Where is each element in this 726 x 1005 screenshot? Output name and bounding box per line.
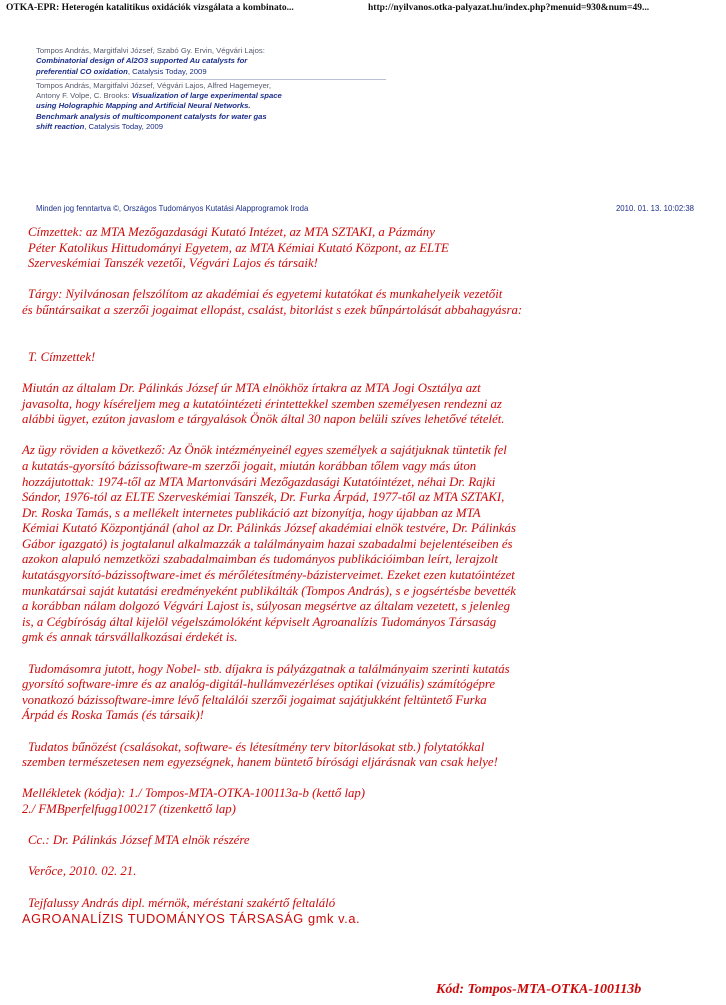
paragraph-line: Árpád és Roska Tamás (és társaik)! — [22, 708, 204, 723]
paragraph-line: Sándor, 1976-tól az ELTE Szerveskémiai Tanszék, Dr. Furka Árpád, 1977-től az MTA SZTAKI, — [22, 490, 505, 505]
recipients-line: Címzettek: az MTA Mezőgazdasági Kutató Intézet, az MTA SZTAKI, a Pázmány — [28, 225, 435, 239]
paragraph-line: Az ügy röviden a következő: Az Önök intézményeinél egyes személyek a sajátjuknak tüntetik fel — [22, 443, 507, 458]
paragraph-line: a korábban nálam dolgozó Végvári Lajost is, súlyosan megsértve az általam vezetett, s jelenleg — [22, 599, 510, 614]
publication-title-line[interactable]: shift reaction — [36, 122, 85, 132]
attachments-line: Mellékletek (kódja): 1./ Tompos-MTA-OTKA-100113a-b (kettő lap) — [22, 786, 366, 801]
recipients-line: Szerveskémiai Tanszék vezetői, Végvári Lajos és társaik! — [28, 256, 318, 271]
publication-authors: Antony F. Volpe, C. Brooks: — [36, 91, 132, 101]
subject-line: Tárgy: Nyilvánosan felszólítom az akadémiai és egyetemi kutatókat és munkahelyeik vezetőit — [28, 287, 503, 302]
document-code: Kód: Tompos-MTA-OTKA-100113b — [436, 982, 642, 997]
company-name: AGROANALÍZIS TUDOMÁNYOS TÁRSASÁG gmk v.a. — [22, 911, 361, 927]
site-footer — [36, 204, 694, 216]
browser-header — [0, 0, 726, 16]
publication-citation: , Catalysis Today, 2009 — [127, 66, 207, 76]
paragraph-line: gyorsító software-imre és az analóg-digitál-hullámvezérléses optikai (vizuális) számítógépre — [22, 677, 496, 692]
paragraph-line: hozzájutottak: 1974-től az MTA Martonvásári Mezőgazdasági Kutatóintézet, néhai Dr. Rajki — [22, 474, 496, 489]
publication-title-line[interactable]: Benchmark analysis of multicomponent catalysts for water gas — [36, 111, 267, 121]
paragraph-line: azokon alapuló nemzetközi szabadalmaimban és tudományos publikációimban leírt, lerajzolt — [22, 552, 498, 567]
publication-title-line[interactable]: Combinatorial design of Al2O3 supported Au catalysts for — [36, 56, 248, 66]
publication-title-line[interactable]: using Holographic Mapping and Artificial Neural Networks. — [36, 101, 251, 111]
paragraph-line: kutatásgyorsító-bázissoftware-imet és mérőlétesítmény-bázisterveimet. Ezeket ezen kutatóintézet — [22, 568, 515, 583]
footer-timestamp: 2010. 01. 13. 10:02:38 — [615, 204, 694, 213]
letter-body — [22, 225, 722, 927]
salutation: T. Címzettek! — [28, 349, 96, 364]
publication-item — [36, 81, 386, 132]
paragraph-line: gmk és annak társvállalkozásai érdekét is. — [22, 630, 238, 645]
paragraph-line: alábbi ügyet, ezúton javaslom e tárgyalások Önök által 30 napon belüli szíves lehetővé tételét. — [22, 412, 505, 427]
paragraph-line: Tudatos bűnözést (csalásokat, software- és létesítmény terv bitorlásokat stb.) folytatókkal — [28, 739, 485, 754]
paragraph-line: Kémiai Kutató Központjánál (ahol az Dr. Pálinkás József akadémiai elnök testvére, Dr. Pálinkás — [22, 521, 516, 536]
paragraph-line: Miután az általam Dr. Pálinkás József úr MTA elnökhöz írtakra az MTA Jogi Osztálya azt — [22, 380, 481, 395]
paragraph-line: vonatkozó bázissoftware-imre lévő feltalálói szerzői jogaimat sajátjukként feltüntető Furka — [22, 692, 487, 707]
page-url: http://nyilvanos.otka-palyazat.hu/index.php?menuid=930&num=49... — [368, 3, 650, 13]
signature: Tejfalussy András dipl. mérnök, méréstani szakértő feltaláló — [28, 895, 336, 910]
paragraph-line: Tudomásomra jutott, hogy Nobel- stb. díjakra is pályázgatnak a találmányaim szerinti kutatás — [28, 661, 510, 676]
page-title: OTKA-EPR: Heterogén katalitikus oxidációk vizsgálata a kombinato... — [6, 3, 294, 13]
divider — [36, 79, 386, 80]
subject-line: és bűntársaikat a szerzői jogaimat ellopást, csalást, bitorlást s ezek bűnpártolását abbahagyásra: — [22, 302, 523, 317]
publication-authors: Tompos András, Margitfalvi József, Végvári Lajos, Alfred Hagemeyer, — [36, 80, 272, 90]
copyright-text: Minden jog fenntartva ©, Országos Tudományos Kutatási Alapprogramok Iroda — [36, 204, 309, 213]
publication-item — [36, 46, 386, 77]
paragraph-line: szemben természetesen nem egyezségnek, hanem büntető bírósági eljárásnak van csak helye! — [22, 755, 498, 770]
paragraph-line: munkatársai saját kutatási eredményeként publikálták (Tompos András), s e jogsértésbe bevették — [22, 583, 516, 598]
place-date: Verőce, 2010. 02. 21. — [28, 864, 137, 879]
publication-citation: , Catalysis Today, 2009 — [84, 122, 164, 132]
paragraph-line: is, a Cégbíróság által kijelöl végelszámolóként képviselt Agroanalízis Tudományos Társaság — [22, 614, 497, 629]
publication-title-line[interactable]: Visualization of large experimental space — [131, 91, 282, 101]
paragraph-line: Gábor igazgató) is jogtalanul alkalmazzák a találmányaim hazai szabadalmi bejelentéseiben és — [22, 536, 513, 551]
paragraph-line: a kutatás-gyorsító bázissoftware-m szerzői jogait, miután korábban tőlem vagy más úton — [22, 458, 477, 473]
paragraph-line: Dr. Roska Tamás, s a mellékelt internetes publikáció azt bizonyítja, hogy újabban az MTA — [22, 505, 481, 520]
publication-title-line[interactable]: preferential CO oxidation — [36, 66, 128, 76]
paragraph-line: javasolta, hogy kíséreljem meg a kutatóintézeti érintettekkel szemben személyesen rendezni az — [22, 396, 502, 411]
publication-list — [36, 46, 386, 156]
cc-line: Cc.: Dr. Pálinkás József MTA elnök részére — [28, 833, 250, 848]
publication-authors: Tompos András, Margitfalvi József, Szabó Gy. Ervin, Végvári Lajos: — [36, 46, 265, 55]
recipients-line: Péter Katolikus Hittudományi Egyetem, az MTA Kémiai Kutató Központ, az ELTE — [28, 240, 449, 255]
attachments-line: 2./ FMBperfelfugg100217 (tizenkettő lap) — [22, 801, 236, 816]
